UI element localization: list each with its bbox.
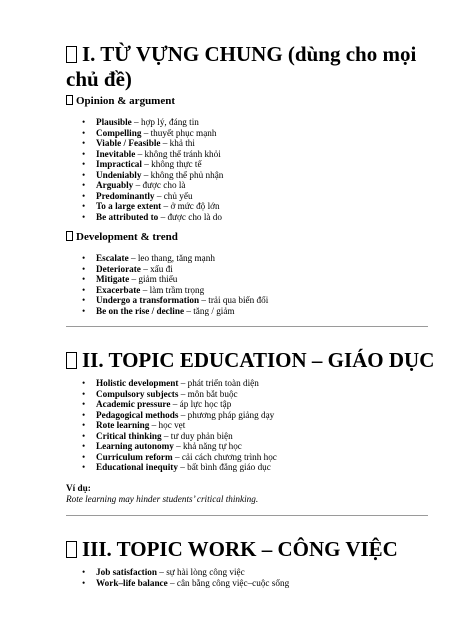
section-divider	[66, 326, 428, 327]
vocab-list-item	[82, 378, 277, 389]
vocab-meaning: – phát triển toàn diện	[178, 378, 259, 388]
vocab-meaning: – ở mức độ lớn	[161, 201, 220, 211]
subheading-title: Development & trend	[76, 231, 178, 243]
vocab-term: Mitigate	[96, 274, 130, 284]
box-glyph-icon	[66, 541, 77, 558]
box-glyph-icon	[66, 46, 77, 63]
vocab-term: Be attributed to	[96, 211, 159, 222]
section-1-title: I. TỪ VỰNG CHUNG (dùng cho mọi chủ đề)	[66, 42, 417, 91]
vocab-list-item	[82, 201, 223, 212]
bullet-icon: •	[82, 253, 86, 263]
bullet-icon: •	[82, 284, 86, 295]
vocab-list-item	[82, 462, 277, 473]
vocab-meaning: – leo thang, tăng mạnh	[128, 253, 215, 263]
opinion-argument-list	[82, 117, 223, 222]
vocab-meaning: – làm trầm trọng	[140, 284, 205, 295]
vocab-term: Compelling	[96, 127, 142, 138]
vocab-term: Academic pressure	[96, 399, 171, 409]
vocab-term: Holistic development	[96, 378, 179, 388]
bullet-icon: •	[82, 211, 86, 222]
vocab-term: Be on the rise / decline	[96, 305, 185, 316]
vocab-term: Educational inequity	[96, 462, 178, 472]
vocab-list-item	[82, 117, 223, 128]
vocab-meaning: – sự hài lòng công việc	[157, 567, 245, 577]
subheading-title: Opinion & argument	[76, 95, 176, 107]
vocab-meaning: – học vẹt	[149, 420, 186, 430]
bullet-icon: •	[82, 201, 86, 211]
vocab-term: To a large extent	[96, 201, 162, 211]
vocab-term: Inevitable	[96, 148, 136, 159]
section-divider	[66, 515, 428, 516]
vocab-term: Pedagogical methods	[96, 409, 179, 420]
bullet-icon: •	[82, 399, 86, 409]
vocab-list-item	[82, 431, 277, 442]
vocab-list-item	[82, 149, 223, 160]
section-3-title: III. TOPIC WORK – CÔNG VIỆC	[82, 537, 398, 561]
vocab-list-item	[82, 578, 289, 589]
vocab-meaning: – bất bình đẳng giáo dục	[177, 462, 271, 472]
vocab-meaning: – không thể phủ nhận	[141, 169, 224, 180]
vocab-meaning: – không thể tránh khỏi	[135, 148, 221, 159]
vocab-list-item	[82, 295, 268, 306]
example-label: Ví dụ:	[66, 483, 91, 493]
vocab-term: Rote learning	[96, 420, 150, 430]
example-sentence: Rote learning may hinder students’ critical thinking.	[66, 494, 259, 504]
vocab-meaning: – hợp lý, đáng tin	[131, 117, 199, 127]
vocab-term: Undeniably	[96, 169, 142, 180]
bullet-icon: •	[82, 159, 86, 169]
vocab-meaning: – khả thi	[160, 138, 195, 148]
vocab-meaning: – không thực tế	[141, 159, 202, 169]
bullet-icon: •	[82, 190, 86, 201]
vocab-term: Viable / Feasible	[96, 138, 161, 148]
bullet-icon: •	[82, 577, 86, 588]
vocab-list-item	[82, 212, 223, 223]
vocab-list-item	[82, 420, 277, 431]
bullet-icon: •	[82, 169, 86, 180]
vocab-list-item	[82, 410, 277, 421]
vocab-meaning: – giảm thiểu	[129, 274, 178, 284]
education-vocab-list	[82, 378, 277, 473]
vocab-meaning: – khả năng tự học	[173, 441, 242, 451]
vocab-list-item	[82, 452, 277, 463]
vocab-meaning: – được cho là	[133, 180, 186, 190]
vocab-list-item	[82, 441, 277, 452]
box-glyph-icon	[66, 352, 77, 369]
bullet-icon: •	[82, 462, 86, 472]
vocab-meaning: – chủ yếu	[154, 190, 193, 201]
vocab-meaning: – cân bằng công việc–cuộc sống	[167, 577, 290, 588]
vocab-list-item	[82, 180, 223, 191]
bullet-icon: •	[82, 567, 86, 577]
vocab-list-item	[82, 253, 268, 264]
vocab-term: Deteriorate	[96, 263, 141, 274]
vocab-term: Job satisfaction	[96, 567, 157, 577]
vocab-term: Arguably	[96, 180, 134, 190]
vocab-meaning: – thuyết phục mạnh	[141, 127, 217, 138]
bullet-icon: •	[82, 378, 86, 388]
vocab-term: Compulsory subjects	[96, 388, 179, 399]
vocab-term: Work–life balance	[96, 577, 168, 588]
section-2-heading	[66, 348, 436, 373]
vocab-meaning: – tư duy phản biện	[161, 430, 233, 441]
vocab-list-item	[82, 285, 268, 296]
vocab-list-item	[82, 128, 223, 139]
vocab-term: Critical thinking	[96, 430, 162, 441]
section-3-heading	[66, 537, 436, 562]
box-glyph-icon	[66, 231, 73, 241]
vocab-list-item	[82, 274, 268, 285]
vocab-list-item	[82, 306, 268, 317]
vocab-list-item	[82, 191, 223, 202]
vocab-term: Exacerbate	[96, 284, 141, 295]
vocab-meaning: – áp lực học tập	[170, 399, 232, 409]
bullet-icon: •	[82, 441, 86, 451]
bullet-icon: •	[82, 409, 86, 420]
vocab-list-item	[82, 567, 289, 578]
vocab-list-item	[82, 264, 268, 275]
vocab-term: Escalate	[96, 253, 129, 263]
work-vocab-list	[82, 567, 289, 588]
bullet-icon: •	[82, 148, 86, 159]
bullet-icon: •	[82, 127, 86, 138]
bullet-icon: •	[82, 117, 86, 127]
bullet-icon: •	[82, 388, 86, 399]
vocab-term: Predominantly	[96, 190, 155, 201]
subheading-opinion-argument	[66, 95, 175, 108]
vocab-list-item	[82, 170, 223, 181]
bullet-icon: •	[82, 274, 86, 284]
vocab-meaning: – trải qua biến đổi	[199, 295, 269, 305]
vocab-meaning: – cải cách chương trình học	[172, 451, 277, 462]
bullet-icon: •	[82, 305, 86, 316]
vocab-term: Plausible	[96, 117, 132, 127]
bullet-icon: •	[82, 430, 86, 441]
vocab-meaning: – tăng / giảm	[184, 305, 235, 316]
bullet-icon: •	[82, 263, 86, 274]
vocab-meaning: – được cho là do	[158, 211, 222, 222]
bullet-icon: •	[82, 451, 86, 462]
vocab-term: Curriculum reform	[96, 451, 173, 462]
box-glyph-icon	[66, 95, 73, 105]
vocab-meaning: – xấu đi	[140, 263, 173, 274]
bullet-icon: •	[82, 180, 86, 190]
bullet-icon: •	[82, 295, 86, 305]
vocab-term: Impractical	[96, 159, 142, 169]
section-1-heading	[66, 42, 436, 92]
vocab-term: Learning autonomy	[96, 441, 174, 451]
development-trend-list	[82, 253, 268, 316]
bullet-icon: •	[82, 138, 86, 148]
section-2-title: II. TOPIC EDUCATION – GIÁO DỤC	[82, 348, 435, 372]
vocab-list-item	[82, 389, 277, 400]
bullet-icon: •	[82, 420, 86, 430]
subheading-development-trend	[66, 231, 178, 244]
vocab-list-item	[82, 399, 277, 410]
vocab-meaning: – phương pháp giảng dạy	[178, 409, 275, 420]
vocab-list-item	[82, 138, 223, 149]
vocab-list-item	[82, 159, 223, 170]
vocab-term: Undergo a transformation	[96, 295, 200, 305]
vocab-meaning: – môn bắt buộc	[178, 388, 238, 399]
